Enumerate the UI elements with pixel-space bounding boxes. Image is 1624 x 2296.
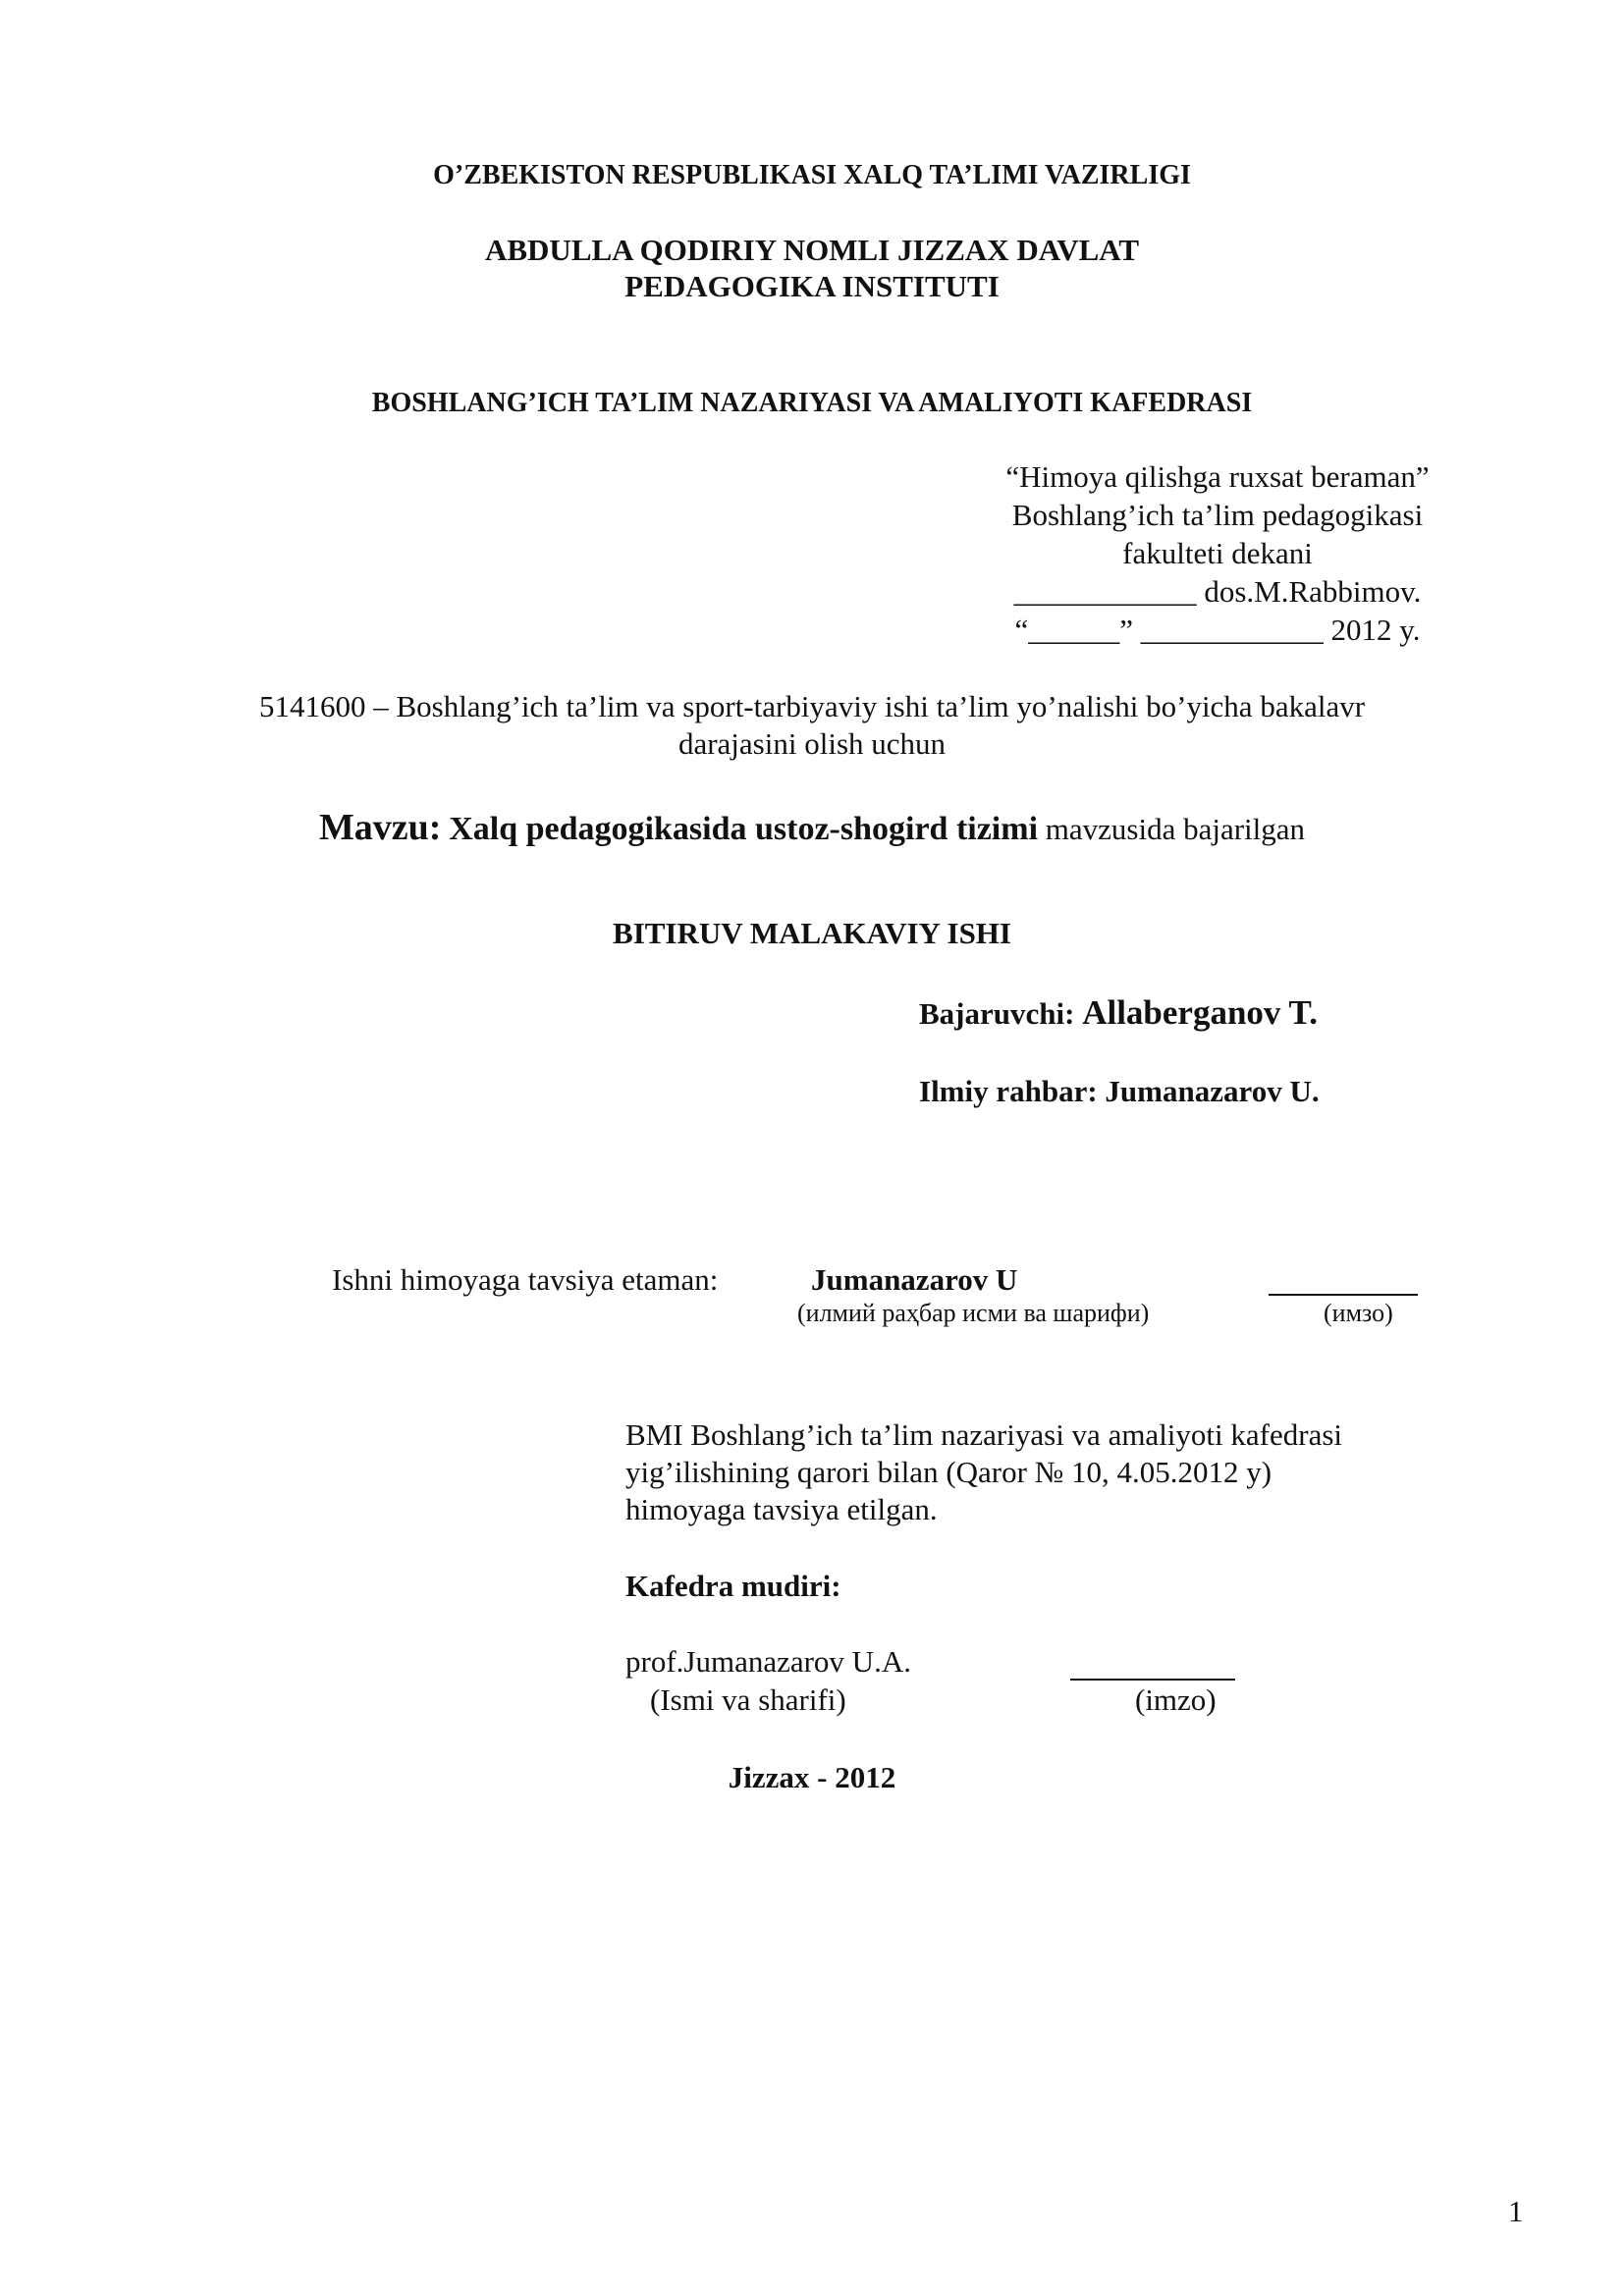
ministry-title: O’ZBEKISTON RESPUBLIKASI XALQ TA’LIMI VAZIRLIGI <box>433 160 1191 190</box>
approval-line: Boshlang’ich ta’lim pedagogikasi <box>1011 498 1424 532</box>
direction-line2: darajasini olish uchun <box>677 726 947 761</box>
executor-line <box>919 992 1318 1035</box>
supervisor-line: Ilmiy rahbar: Jumanazarov U. <box>919 1074 1320 1108</box>
page-number: 1 <box>1508 2194 1524 2228</box>
kafedra-head-name-caption: (Ismi va sharifi) <box>650 1682 846 1717</box>
decision-block <box>625 1416 1342 1528</box>
approval-line: ____________ dos.M.Rabbimov. <box>1013 574 1422 609</box>
kafedra-head-signature-line <box>1070 1641 1235 1681</box>
kafedra-title: BOSHLANG’ICH TA’LIM NAZARIYASI VA AMALIYOTI KAFEDRASI <box>371 388 1253 418</box>
recommendation-name-caption: (илмий раҳбар исми ва шарифи) <box>797 1299 1150 1327</box>
recommendation-signature-line <box>1269 1256 1418 1296</box>
topic-line <box>0 803 1624 854</box>
approval-line: “Himoya qilishga ruxsat beraman” <box>1005 459 1430 494</box>
decision-line: himoyaga tavsiya etilgan. <box>625 1492 938 1526</box>
topic-title: Xalq pedagogikasida ustoz-shogird tizimi <box>449 811 1039 847</box>
topic-suffix: mavzusida bajarilgan <box>1045 812 1306 846</box>
approval-line: “______” ____________ 2012 y. <box>1014 613 1421 647</box>
direction-line1: 5141600 – Boshlang’ich ta’lim va sport-tarbiyaviy ishi ta’lim yo’nalishi bo’yicha bakalavr <box>258 689 1366 723</box>
topic-label: Mavzu: <box>318 807 442 848</box>
recommendation-name: Jumanazarov U <box>811 1262 1018 1297</box>
executor-label: Bajaruvchi: <box>919 996 1075 1031</box>
kafedra-head-label: Kafedra mudiri: <box>625 1569 841 1603</box>
institute-title-line1: ABDULLA QODIRIY NOMLI JIZZAX DAVLAT <box>484 233 1140 267</box>
executor-name: Allaberganov T. <box>1082 993 1319 1032</box>
approval-block <box>972 457 1463 649</box>
kafedra-head-signature-caption: (imzo) <box>1135 1682 1217 1717</box>
approval-line: fakulteti dekani <box>1122 536 1313 570</box>
recommendation-label: Ishni himoyaga tavsiya etaman: <box>332 1262 719 1297</box>
decision-line: yig’ilishining qarori bilan (Qaror № 10, 4.05.2012 y) <box>625 1455 1272 1489</box>
kafedra-head-name: prof.Jumanazarov U.A. <box>625 1644 911 1679</box>
recommendation-signature-caption: (имзо) <box>1324 1299 1393 1327</box>
place-year: Jizzax - 2012 <box>728 1760 896 1794</box>
decision-line: BMI Boshlang’ich ta’lim nazariyasi va amaliyoti kafedrasi <box>625 1417 1342 1452</box>
work-type-title: BITIRUV MALAKAVIY ISHI <box>613 916 1011 950</box>
institute-title-line2: PEDAGOGIKA INSTITUTI <box>624 269 1000 303</box>
